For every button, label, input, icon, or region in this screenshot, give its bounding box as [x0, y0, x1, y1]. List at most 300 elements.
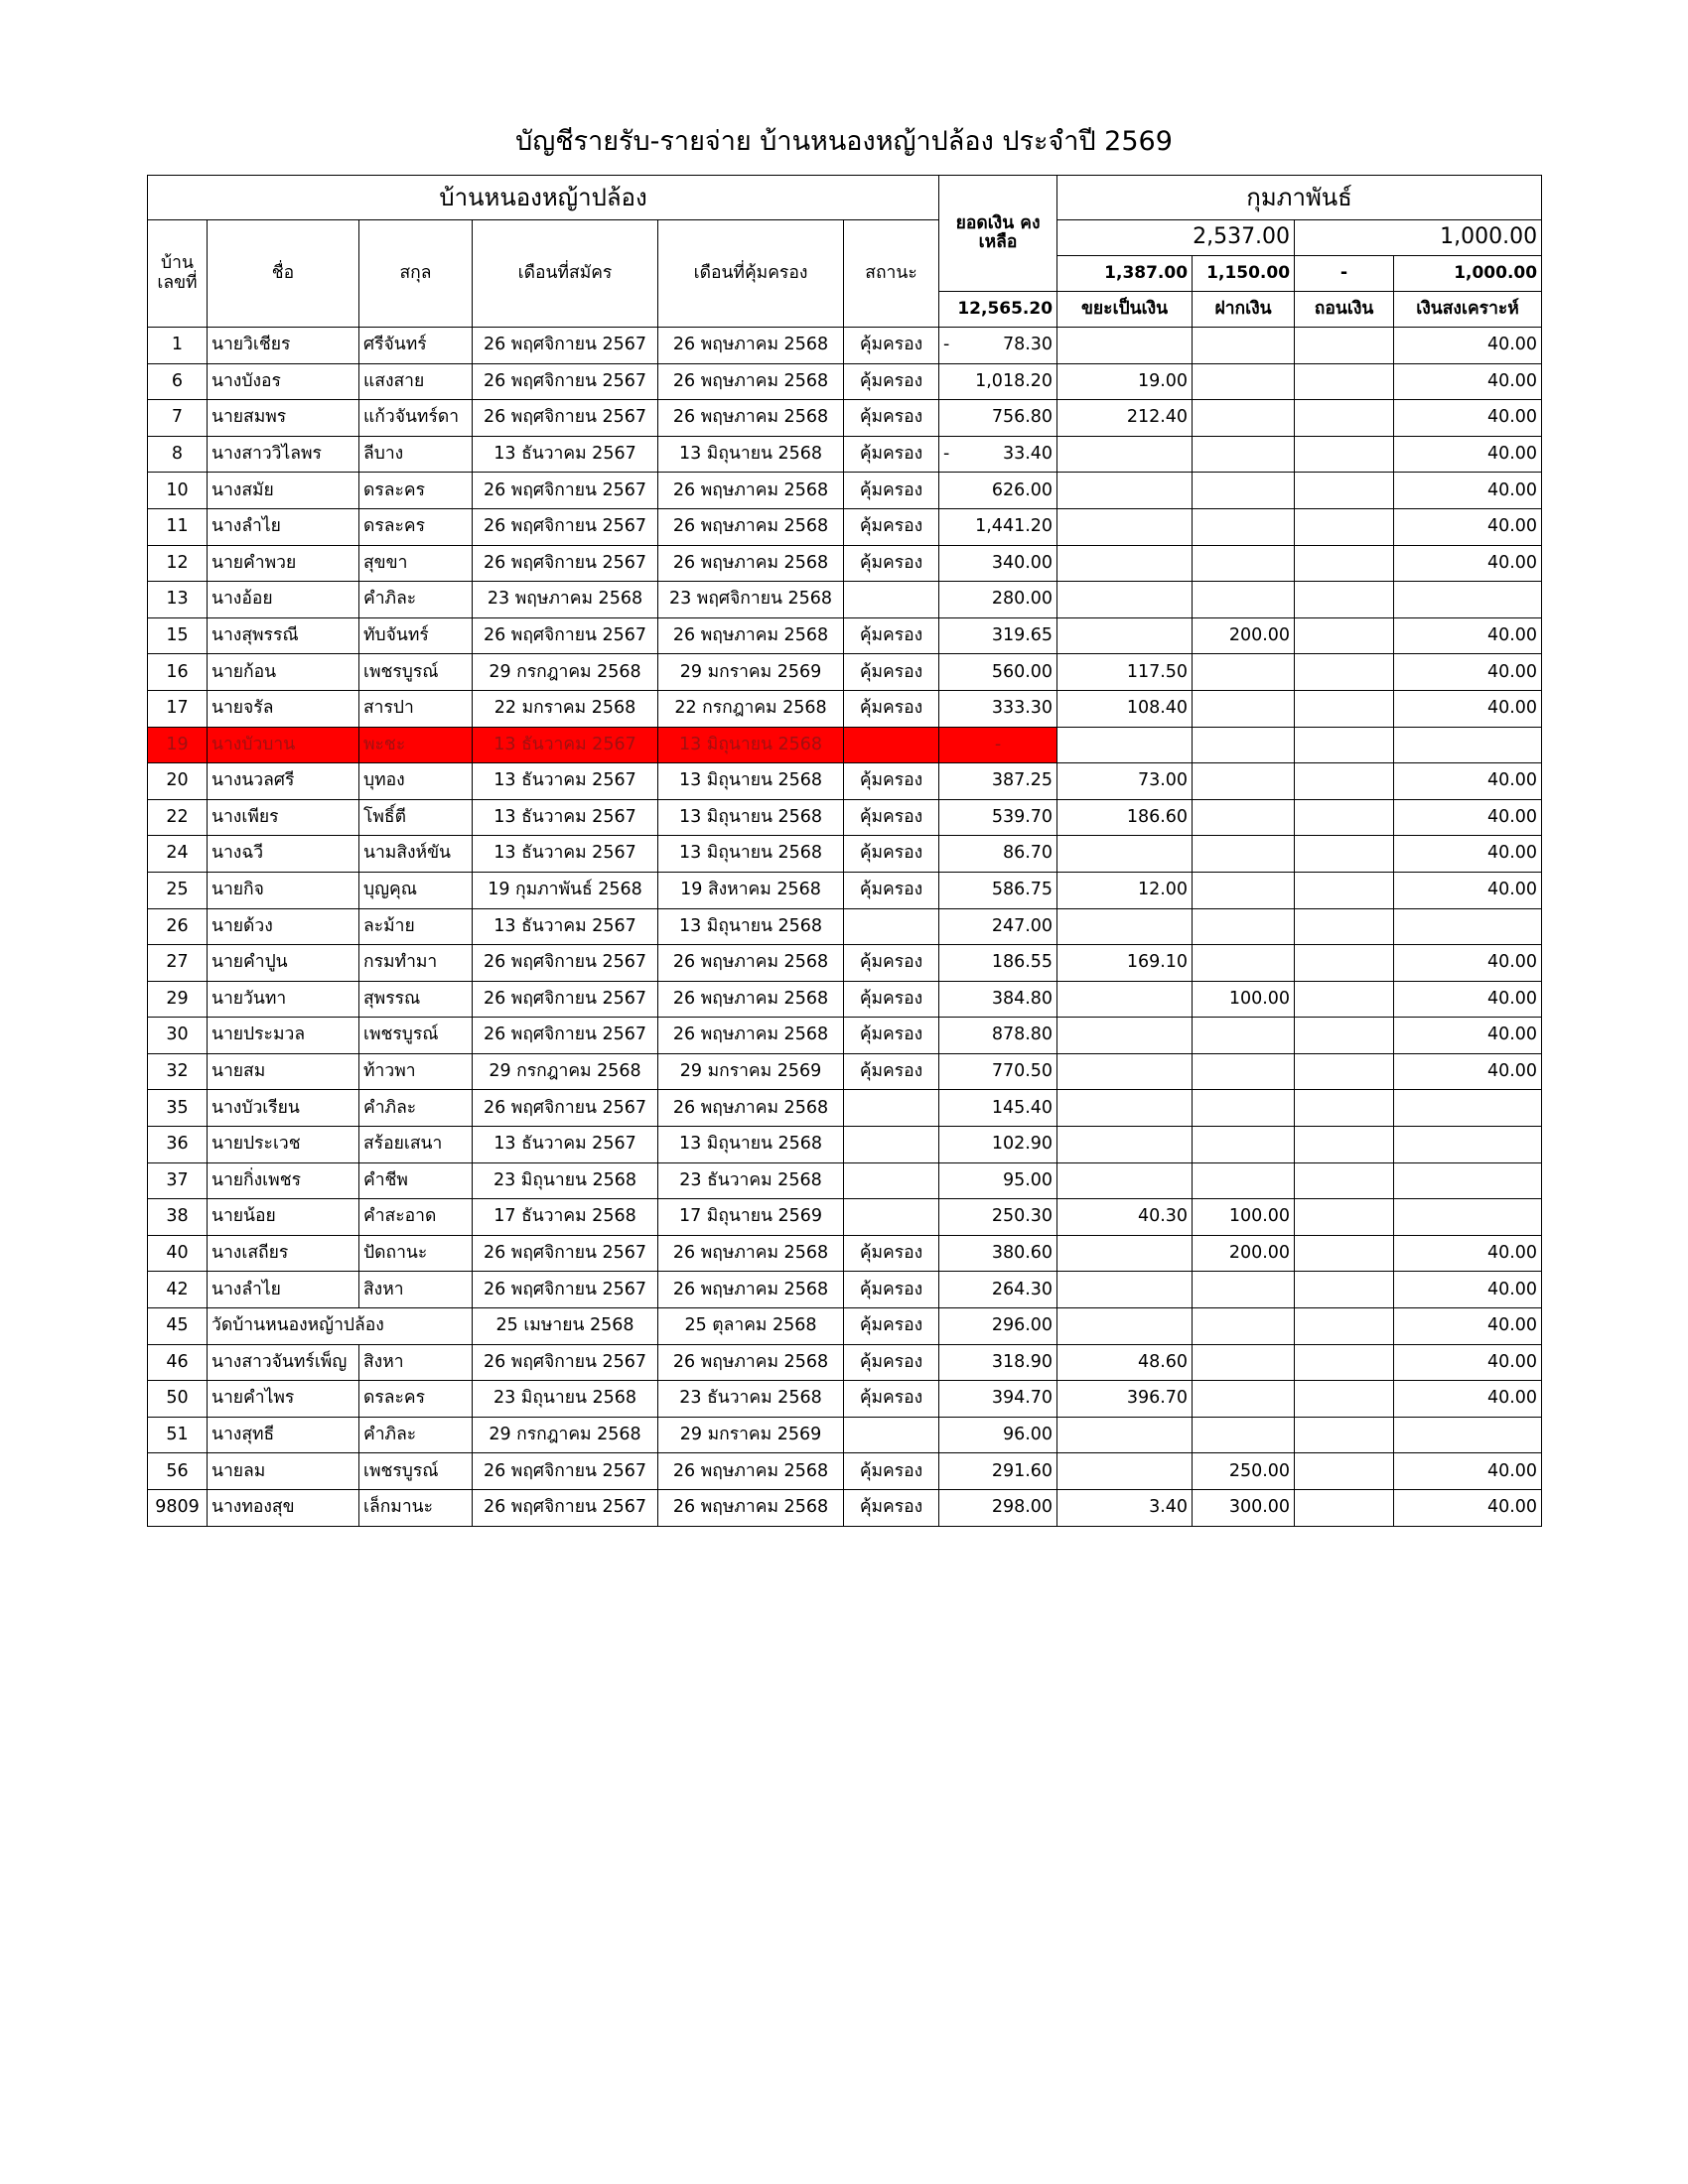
- name-cell: นางเพียร: [208, 799, 359, 836]
- welfare-cell: 40.00: [1394, 836, 1542, 873]
- status-cell: คุ้มครอง: [844, 1453, 939, 1490]
- apply-month-cell: 22 มกราคม 2568: [473, 690, 658, 727]
- surname-cell: บุทอง: [359, 763, 473, 800]
- welfare-cell: 40.00: [1394, 617, 1542, 654]
- withdraw-cell: [1295, 1127, 1394, 1163]
- deposit-cell: 100.00: [1193, 981, 1295, 1018]
- coverage-month-cell: 26 พฤษภาคม 2568: [658, 473, 844, 509]
- name-cell: นางบังอร: [208, 363, 359, 400]
- apply-month-cell: 26 พฤศจิกายน 2567: [473, 328, 658, 364]
- name-cell: นางสาววิไลพร: [208, 436, 359, 473]
- waste-cell: [1057, 1308, 1193, 1345]
- welfare-cell: [1394, 1162, 1542, 1199]
- welfare-header: เงินสงเคราะห์: [1394, 292, 1542, 328]
- waste-cell: [1057, 1417, 1193, 1453]
- surname-cell: เล็กมานะ: [359, 1490, 473, 1527]
- apply-month-cell: 26 พฤศจิกายน 2567: [473, 1090, 658, 1127]
- welfare-cell: 40.00: [1394, 872, 1542, 908]
- table-row: [148, 508, 1542, 545]
- balance-cell: 102.90: [939, 1127, 1057, 1163]
- withdraw-cell: [1295, 617, 1394, 654]
- withdraw-cell: [1295, 945, 1394, 982]
- welfare-cell: 40.00: [1394, 400, 1542, 437]
- waste-cell: 12.00: [1057, 872, 1193, 908]
- table-row: [148, 727, 1542, 763]
- table-row: [148, 1417, 1542, 1453]
- status-cell: คุ้มครอง: [844, 690, 939, 727]
- balance-cell: [939, 436, 1057, 473]
- coverage-month-cell: 13 มิถุนายน 2568: [658, 763, 844, 800]
- house-no-cell: 22: [148, 799, 208, 836]
- withdraw-cell: [1295, 1381, 1394, 1418]
- balance-cell: 250.30: [939, 1199, 1057, 1236]
- surname-cell: บุญคุณ: [359, 872, 473, 908]
- status-cell: คุ้มครอง: [844, 872, 939, 908]
- house-no-cell: 42: [148, 1272, 208, 1308]
- apply-month-cell: 23 มิถุนายน 2568: [473, 1381, 658, 1418]
- table-row: [148, 1235, 1542, 1272]
- table-row: [148, 1344, 1542, 1381]
- apply-month-cell: 25 เมษายน 2568: [473, 1308, 658, 1345]
- balance-cell: 384.80: [939, 981, 1057, 1018]
- surname-cell: นามสิงห์ขัน: [359, 836, 473, 873]
- deposit-cell: [1193, 1272, 1295, 1308]
- balance-value: 33.40: [1002, 443, 1054, 464]
- welfare-cell: 40.00: [1394, 763, 1542, 800]
- deposit-cell: [1193, 1053, 1295, 1090]
- surname-cell: ท้าวพา: [359, 1053, 473, 1090]
- coverage-month-cell: 23 ธันวาคม 2568: [658, 1381, 844, 1418]
- table-row: [148, 872, 1542, 908]
- surname-cell: ละม้าย: [359, 908, 473, 945]
- waste-cell: 40.30: [1057, 1199, 1193, 1236]
- table-row: [148, 654, 1542, 691]
- withdraw-cell: [1295, 1272, 1394, 1308]
- apply-month-cell: 13 ธันวาคม 2567: [473, 836, 658, 873]
- surname-cell: กรมทำมา: [359, 945, 473, 982]
- house-no-cell: 40: [148, 1235, 208, 1272]
- deposit-cell: [1193, 799, 1295, 836]
- waste-cell: [1057, 582, 1193, 618]
- balance-cell: 86.70: [939, 836, 1057, 873]
- coverage-month-cell: 13 มิถุนายน 2568: [658, 436, 844, 473]
- table-row: [148, 763, 1542, 800]
- balance-cell: 387.25: [939, 763, 1057, 800]
- waste-cell: [1057, 1053, 1193, 1090]
- withdraw-cell: [1295, 763, 1394, 800]
- status-cell: คุ้มครอง: [844, 1053, 939, 1090]
- apply-month-cell: 29 กรกฎาคม 2568: [473, 1417, 658, 1453]
- waste-cell: 108.40: [1057, 690, 1193, 727]
- deposit-cell: [1193, 508, 1295, 545]
- coverage-month-cell: 19 สิงหาคม 2568: [658, 872, 844, 908]
- balance-cell: 394.70: [939, 1381, 1057, 1418]
- table-row: [148, 1490, 1542, 1527]
- deposit-cell: [1193, 436, 1295, 473]
- coverage-month-cell: 26 พฤษภาคม 2568: [658, 1272, 844, 1308]
- table-row: [148, 1199, 1542, 1236]
- welfare-cell: 40.00: [1394, 690, 1542, 727]
- name-cell: นายน้อย: [208, 1199, 359, 1236]
- withdraw-cell: [1295, 582, 1394, 618]
- house-no-cell: 20: [148, 763, 208, 800]
- house-no-cell: 7: [148, 400, 208, 437]
- name-cell: นายคำปูน: [208, 945, 359, 982]
- name-cell: นางบัวบาน: [208, 727, 359, 763]
- table-row: [148, 908, 1542, 945]
- surname-cell: แก้วจันทร์ดา: [359, 400, 473, 437]
- coverage-month-cell: 26 พฤษภาคม 2568: [658, 617, 844, 654]
- deposit-cell: 300.00: [1193, 1490, 1295, 1527]
- welfare-cell: 40.00: [1394, 508, 1542, 545]
- deposit-cell: 200.00: [1193, 1235, 1295, 1272]
- deposit-cell: [1193, 545, 1295, 582]
- status-cell: คุ้มครอง: [844, 945, 939, 982]
- welfare-cell: [1394, 1417, 1542, 1453]
- balance-cell: 756.80: [939, 400, 1057, 437]
- surname-cell: สิงหา: [359, 1344, 473, 1381]
- coverage-month-cell: 26 พฤษภาคม 2568: [658, 1090, 844, 1127]
- deposit-cell: [1193, 1417, 1295, 1453]
- house-no-cell: 12: [148, 545, 208, 582]
- withdraw-cell: [1295, 690, 1394, 727]
- deposit-cell: [1193, 400, 1295, 437]
- status-cell: [844, 1199, 939, 1236]
- coverage-month-cell: 26 พฤษภาคม 2568: [658, 545, 844, 582]
- apply-month-cell: 23 พฤษภาคม 2568: [473, 582, 658, 618]
- deposit-cell: [1193, 908, 1295, 945]
- house-no-cell: 37: [148, 1162, 208, 1199]
- table-row: [148, 1381, 1542, 1418]
- house-no-cell: 17: [148, 690, 208, 727]
- withdraw-cell: [1295, 473, 1394, 509]
- name-header: ชื่อ: [208, 220, 359, 328]
- month-total-b: 1,000.00: [1295, 220, 1542, 256]
- status-cell: คุ้มครอง: [844, 654, 939, 691]
- name-cell: วัดบ้านหนองหญ้าปล้อง: [208, 1308, 473, 1345]
- house-no-header: บ้าน เลขที่: [148, 220, 208, 328]
- house-no-cell: 38: [148, 1199, 208, 1236]
- waste-cell: 396.70: [1057, 1381, 1193, 1418]
- coverage-month-cell: 26 พฤษภาคม 2568: [658, 400, 844, 437]
- name-cell: นางเสถียร: [208, 1235, 359, 1272]
- waste-cell: [1057, 1018, 1193, 1054]
- apply-month-cell: 13 ธันวาคม 2567: [473, 727, 658, 763]
- coverage-month-cell: 26 พฤษภาคม 2568: [658, 945, 844, 982]
- surname-cell: ลีบาง: [359, 436, 473, 473]
- surname-cell: คำชีพ: [359, 1162, 473, 1199]
- surname-cell: สุพรรณ: [359, 981, 473, 1018]
- apply-month-cell: 26 พฤศจิกายน 2567: [473, 1490, 658, 1527]
- apply-month-cell: 26 พฤศจิกายน 2567: [473, 1235, 658, 1272]
- month-total-a: 2,537.00: [1057, 220, 1295, 256]
- deposit-cell: [1193, 1308, 1295, 1345]
- apply-month-cell: 26 พฤศจิกายน 2567: [473, 508, 658, 545]
- house-no-cell: 15: [148, 617, 208, 654]
- village-header: บ้านหนองหญ้าปล้อง: [148, 176, 939, 220]
- balance-cell: 264.30: [939, 1272, 1057, 1308]
- waste-cell: [1057, 473, 1193, 509]
- surname-cell: คำภิละ: [359, 582, 473, 618]
- deposit-cell: [1193, 1018, 1295, 1054]
- table-row: [148, 582, 1542, 618]
- coverage-month-cell: 26 พฤษภาคม 2568: [658, 981, 844, 1018]
- surname-cell: ดรละคร: [359, 1381, 473, 1418]
- negative-sign: -: [943, 335, 950, 355]
- name-cell: นางนวลศรี: [208, 763, 359, 800]
- apply-month-cell: 29 กรกฎาคม 2568: [473, 1053, 658, 1090]
- apply-month-cell: 19 กุมภาพันธ์ 2568: [473, 872, 658, 908]
- name-cell: นายประมวล: [208, 1018, 359, 1054]
- surname-cell: ปัดถานะ: [359, 1235, 473, 1272]
- withdraw-cell: [1295, 872, 1394, 908]
- balance-cell: 770.50: [939, 1053, 1057, 1090]
- status-cell: คุ้มครอง: [844, 1490, 939, 1527]
- balance-value: 78.30: [1002, 335, 1054, 355]
- negative-sign: -: [943, 443, 950, 464]
- house-no-cell: 19: [148, 727, 208, 763]
- waste-cell: [1057, 981, 1193, 1018]
- name-cell: นายวิเชียร: [208, 328, 359, 364]
- withdraw-cell: [1295, 836, 1394, 873]
- deposit-total: 1,150.00: [1193, 256, 1295, 292]
- surname-cell: แสงสาย: [359, 363, 473, 400]
- deposit-cell: [1193, 473, 1295, 509]
- balance-cell: 380.60: [939, 1235, 1057, 1272]
- coverage-month-cell: 13 มิถุนายน 2568: [658, 727, 844, 763]
- withdraw-cell: [1295, 981, 1394, 1018]
- withdraw-cell: [1295, 1199, 1394, 1236]
- apply-month-cell: 13 ธันวาคม 2567: [473, 908, 658, 945]
- status-cell: คุ้มครอง: [844, 836, 939, 873]
- balance-cell: 280.00: [939, 582, 1057, 618]
- page-title: บัญชีรายรับ-รายจ่าย บ้านหนองหญ้าปล้อง ประจำปี 2569: [515, 126, 1173, 157]
- welfare-cell: 40.00: [1394, 1490, 1542, 1527]
- waste-cell: 169.10: [1057, 945, 1193, 982]
- house-no-cell: 11: [148, 508, 208, 545]
- waste-cell: [1057, 1127, 1193, 1163]
- house-no-cell: 8: [148, 436, 208, 473]
- apply-month-cell: 26 พฤศจิกายน 2567: [473, 617, 658, 654]
- apply-month-cell: 17 ธันวาคม 2568: [473, 1199, 658, 1236]
- withdraw-cell: [1295, 654, 1394, 691]
- welfare-total: 1,000.00: [1394, 256, 1542, 292]
- balance-cell: 95.00: [939, 1162, 1057, 1199]
- withdraw-cell: [1295, 727, 1394, 763]
- apply-month-cell: 13 ธันวาคม 2567: [473, 799, 658, 836]
- waste-cell: [1057, 1162, 1193, 1199]
- name-cell: นายคำพวย: [208, 545, 359, 582]
- waste-cell: [1057, 508, 1193, 545]
- balance-total: 12,565.20: [939, 292, 1057, 328]
- apply-month-cell: 26 พฤศจิกายน 2567: [473, 945, 658, 982]
- status-cell: คุ้มครอง: [844, 545, 939, 582]
- house-no-cell: 24: [148, 836, 208, 873]
- month-header: กุมภาพันธ์: [1057, 176, 1542, 220]
- surname-cell: คำสะอาด: [359, 1199, 473, 1236]
- name-cell: นายสม: [208, 1053, 359, 1090]
- name-cell: นางสมัย: [208, 473, 359, 509]
- deposit-cell: [1193, 1344, 1295, 1381]
- withdraw-cell: [1295, 1308, 1394, 1345]
- house-no-cell: 56: [148, 1453, 208, 1490]
- welfare-cell: 40.00: [1394, 1053, 1542, 1090]
- surname-cell: ทับจันทร์: [359, 617, 473, 654]
- welfare-cell: 40.00: [1394, 1018, 1542, 1054]
- withdraw-cell: [1295, 545, 1394, 582]
- welfare-cell: 40.00: [1394, 1381, 1542, 1418]
- welfare-cell: [1394, 1199, 1542, 1236]
- surname-cell: คำภิละ: [359, 1417, 473, 1453]
- house-no-cell: 6: [148, 363, 208, 400]
- coverage-month-cell: 26 พฤษภาคม 2568: [658, 328, 844, 364]
- status-cell: คุ้มครอง: [844, 363, 939, 400]
- name-cell: นางอ้อย: [208, 582, 359, 618]
- surname-cell: สร้อยเสนา: [359, 1127, 473, 1163]
- balance-cell: -: [939, 727, 1057, 763]
- table-row: [148, 1453, 1542, 1490]
- waste-cell: [1057, 1453, 1193, 1490]
- deposit-cell: [1193, 328, 1295, 364]
- withdraw-cell: [1295, 400, 1394, 437]
- surname-cell: พะชะ: [359, 727, 473, 763]
- waste-cell: [1057, 1235, 1193, 1272]
- waste-cell: [1057, 545, 1193, 582]
- balance-cell: 539.70: [939, 799, 1057, 836]
- deposit-cell: 100.00: [1193, 1199, 1295, 1236]
- balance-cell: 1,018.20: [939, 363, 1057, 400]
- balance-cell: 340.00: [939, 545, 1057, 582]
- welfare-cell: [1394, 1090, 1542, 1127]
- coverage-month-cell: 13 มิถุนายน 2568: [658, 1127, 844, 1163]
- apply-month-cell: 23 มิถุนายน 2568: [473, 1162, 658, 1199]
- status-cell: คุ้มครอง: [844, 436, 939, 473]
- status-cell: คุ้มครอง: [844, 1018, 939, 1054]
- status-cell: [844, 727, 939, 763]
- house-no-cell: 51: [148, 1417, 208, 1453]
- house-no-cell: 32: [148, 1053, 208, 1090]
- name-cell: นายจรัล: [208, 690, 359, 727]
- coverage-month-cell: 29 มกราคม 2569: [658, 654, 844, 691]
- status-cell: [844, 1417, 939, 1453]
- status-header: สถานะ: [844, 220, 939, 328]
- status-cell: คุ้มครอง: [844, 1272, 939, 1308]
- apply-month-cell: 26 พฤศจิกายน 2567: [473, 1453, 658, 1490]
- status-cell: คุ้มครอง: [844, 799, 939, 836]
- table-row: [148, 545, 1542, 582]
- apply-month-cell: 26 พฤศจิกายน 2567: [473, 363, 658, 400]
- surname-cell: คำภิละ: [359, 1090, 473, 1127]
- house-no-cell: 25: [148, 872, 208, 908]
- coverage-month-header: เดือนที่คุ้มครอง: [658, 220, 844, 328]
- waste-cell: 19.00: [1057, 363, 1193, 400]
- status-cell: คุ้มครอง: [844, 328, 939, 364]
- coverage-month-cell: 17 มิถุนายน 2569: [658, 1199, 844, 1236]
- table-row: [148, 1162, 1542, 1199]
- welfare-cell: 40.00: [1394, 981, 1542, 1018]
- deposit-cell: [1193, 582, 1295, 618]
- coverage-month-cell: 26 พฤษภาคม 2568: [658, 1235, 844, 1272]
- coverage-month-cell: 22 กรกฎาคม 2568: [658, 690, 844, 727]
- balance-cell: 878.80: [939, 1018, 1057, 1054]
- name-cell: นายก้อน: [208, 654, 359, 691]
- apply-month-cell: 29 กรกฎาคม 2568: [473, 654, 658, 691]
- name-cell: นายสมพร: [208, 400, 359, 437]
- status-cell: คุ้มครอง: [844, 763, 939, 800]
- withdraw-cell: [1295, 1417, 1394, 1453]
- table-row: [148, 945, 1542, 982]
- balance-cell: 333.30: [939, 690, 1057, 727]
- withdraw-cell: [1295, 328, 1394, 364]
- withdraw-cell: [1295, 1090, 1394, 1127]
- apply-month-cell: 26 พฤศจิกายน 2567: [473, 1344, 658, 1381]
- table-row: [148, 1053, 1542, 1090]
- coverage-month-cell: 26 พฤษภาคม 2568: [658, 1453, 844, 1490]
- status-cell: คุ้มครอง: [844, 617, 939, 654]
- deposit-cell: [1193, 872, 1295, 908]
- welfare-cell: 40.00: [1394, 1272, 1542, 1308]
- status-cell: คุ้มครอง: [844, 1308, 939, 1345]
- balance-cell: 96.00: [939, 1417, 1057, 1453]
- welfare-cell: 40.00: [1394, 799, 1542, 836]
- waste-cell: [1057, 727, 1193, 763]
- surname-cell: ดรละคร: [359, 473, 473, 509]
- table-row: [148, 400, 1542, 437]
- welfare-cell: 40.00: [1394, 654, 1542, 691]
- table-row: [148, 1272, 1542, 1308]
- house-no-cell: 46: [148, 1344, 208, 1381]
- house-no-cell: 9809: [148, 1490, 208, 1527]
- deposit-cell: 250.00: [1193, 1453, 1295, 1490]
- surname-cell: เพชรบูรณ์: [359, 1018, 473, 1054]
- table-row: [148, 363, 1542, 400]
- surname-cell: เพชรบูรณ์: [359, 1453, 473, 1490]
- house-no-cell: 16: [148, 654, 208, 691]
- apply-month-cell: 26 พฤศจิกายน 2567: [473, 400, 658, 437]
- withdraw-cell: [1295, 363, 1394, 400]
- deposit-header: ฝากเงิน: [1193, 292, 1295, 328]
- withdraw-cell: [1295, 1018, 1394, 1054]
- balance-cell: 186.55: [939, 945, 1057, 982]
- house-no-cell: 50: [148, 1381, 208, 1418]
- withdraw-cell: [1295, 1053, 1394, 1090]
- coverage-month-cell: 29 มกราคม 2569: [658, 1053, 844, 1090]
- coverage-month-cell: 29 มกราคม 2569: [658, 1417, 844, 1453]
- name-cell: นางทองสุข: [208, 1490, 359, 1527]
- waste-cell: [1057, 328, 1193, 364]
- waste-cell: [1057, 1272, 1193, 1308]
- apply-month-cell: 13 ธันวาคม 2567: [473, 1127, 658, 1163]
- coverage-month-cell: 26 พฤษภาคม 2568: [658, 1018, 844, 1054]
- name-cell: นายด้วง: [208, 908, 359, 945]
- status-cell: [844, 908, 939, 945]
- name-cell: นางบัวเรียน: [208, 1090, 359, 1127]
- welfare-cell: [1394, 908, 1542, 945]
- apply-month-cell: 13 ธันวาคม 2567: [473, 763, 658, 800]
- balance-cell: 296.00: [939, 1308, 1057, 1345]
- balance-cell: 291.60: [939, 1453, 1057, 1490]
- apply-month-cell: 13 ธันวาคม 2567: [473, 436, 658, 473]
- balance-cell: 318.90: [939, 1344, 1057, 1381]
- table-row: [148, 1018, 1542, 1054]
- welfare-cell: 40.00: [1394, 1308, 1542, 1345]
- surname-header: สกุล: [359, 220, 473, 328]
- deposit-cell: [1193, 1381, 1295, 1418]
- waste-cell: 3.40: [1057, 1490, 1193, 1527]
- status-cell: คุ้มครอง: [844, 400, 939, 437]
- status-cell: [844, 1162, 939, 1199]
- name-cell: นายกิจ: [208, 872, 359, 908]
